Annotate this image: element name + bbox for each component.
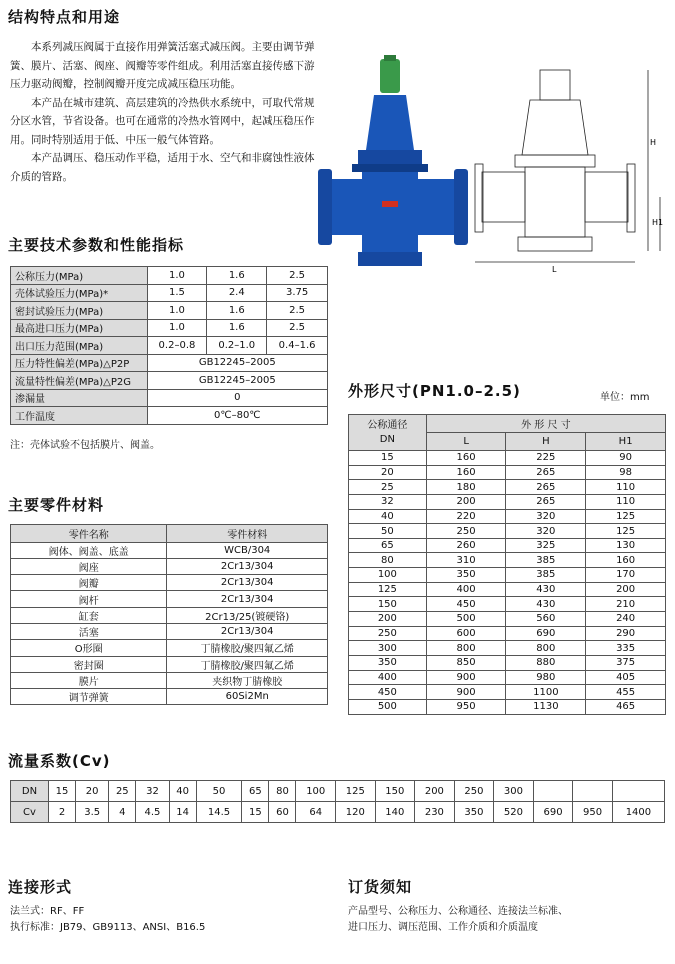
valve-drawing <box>470 60 670 275</box>
dn-cell: 100 <box>296 781 336 802</box>
col-header: 零件材料 <box>167 525 328 543</box>
dimension-cell: 400 <box>426 582 506 597</box>
dimension-cell: 125 <box>586 524 666 539</box>
connection-line: 法兰式：RF、FF <box>10 906 85 917</box>
dn-cell: 80 <box>269 781 296 802</box>
material-cell: 2Cr13/304 <box>167 558 328 574</box>
dimension-cell: 170 <box>586 568 666 583</box>
dn-cell <box>573 781 613 802</box>
material-cell: 阀体、阀盖、底盖 <box>11 542 167 558</box>
table-row <box>11 640 328 656</box>
cv-cell: 4.5 <box>136 802 169 823</box>
dimension-cell: 15 <box>349 451 427 466</box>
dimension-cell: 350 <box>349 655 427 670</box>
dimension-cell: 200 <box>349 612 427 627</box>
dimension-cell: 40 <box>349 509 427 524</box>
table-row <box>11 591 328 607</box>
cv-cell: 3.5 <box>76 802 109 823</box>
dimension-cell: 80 <box>349 553 427 568</box>
material-cell: 2Cr13/304 <box>167 591 328 607</box>
cv-cell: 60 <box>269 802 296 823</box>
material-cell: 丁腈橡胶/聚四氟乙烯 <box>167 640 328 656</box>
material-cell: 密封圈 <box>11 656 167 672</box>
table-row <box>349 568 666 583</box>
table-row <box>349 509 666 524</box>
group-header: 外 形 尺 寸 <box>426 415 665 433</box>
spec-cell: 2.5 <box>267 302 328 320</box>
spec-cell: GB12245–2005 <box>147 372 327 390</box>
dimension-cell: 220 <box>426 509 506 524</box>
dimension-cell: 210 <box>586 597 666 612</box>
dimension-cell: 98 <box>586 465 666 480</box>
dimension-cell: 110 <box>586 494 666 509</box>
spec-row <box>11 354 328 372</box>
dimension-cell: 900 <box>426 670 506 685</box>
valve-photo <box>318 55 470 275</box>
cv-cell: 1400 <box>612 802 664 823</box>
dimension-cell: 325 <box>506 538 586 553</box>
cv-cell: 4 <box>109 802 136 823</box>
spec-row <box>11 302 328 320</box>
spec-cell: 1.0 <box>147 267 207 285</box>
dimension-cell: 430 <box>506 597 586 612</box>
table-row <box>11 558 328 574</box>
cv-cell: 950 <box>573 802 613 823</box>
spec-row <box>11 372 328 390</box>
dimension-cell: 65 <box>349 538 427 553</box>
materials-title: 主要零件材料 <box>8 496 105 514</box>
dn-cell <box>533 781 573 802</box>
dimension-cell: 160 <box>586 553 666 568</box>
dimension-cell: 455 <box>586 685 666 700</box>
valve-bonnet <box>366 95 414 150</box>
connection-title: 连接形式 <box>8 878 73 896</box>
dimension-cell: 50 <box>349 524 427 539</box>
table-row <box>349 699 666 714</box>
spec-cell: 公称压力(MPa) <box>11 267 148 285</box>
dimension-cell: 690 <box>506 626 586 641</box>
table-row <box>11 623 328 639</box>
inlet-flange <box>318 169 332 245</box>
dimension-cell: 800 <box>506 641 586 656</box>
dimension-cell: 800 <box>426 641 506 656</box>
spec-cell: 1.6 <box>207 319 267 337</box>
dimension-cell: 405 <box>586 670 666 685</box>
dimension-cell: 500 <box>349 699 427 714</box>
cv-cell: 14 <box>169 802 196 823</box>
spec-cell: 0℃–80℃ <box>147 407 327 425</box>
cv-label: Cv <box>11 802 49 823</box>
spec-cell: 渗漏量 <box>11 389 148 407</box>
specs-note: 注：壳体试验不包括膜片、阀盖。 <box>10 440 160 451</box>
table-row <box>349 597 666 612</box>
table-row <box>11 656 328 672</box>
dimension-cell: 385 <box>506 553 586 568</box>
table-row <box>349 538 666 553</box>
dimension-cell: 200 <box>426 494 506 509</box>
order-title: 订货须知 <box>348 878 413 896</box>
cv-cell: 15 <box>242 802 269 823</box>
dimension-cell: 125 <box>586 509 666 524</box>
material-cell: 2Cr13/304 <box>167 575 328 591</box>
spec-row <box>11 389 328 407</box>
dimension-cell: 400 <box>349 670 427 685</box>
dimension-cell: 310 <box>426 553 506 568</box>
spec-row <box>11 319 328 337</box>
spec-cell: 工作温度 <box>11 407 148 425</box>
dn-cell: 25 <box>109 781 136 802</box>
spec-cell: 最高进口压力(MPa) <box>11 319 148 337</box>
dimensions-table <box>348 414 666 715</box>
spec-cell: 1.0 <box>147 302 207 320</box>
spec-cell: GB12245–2005 <box>147 354 327 372</box>
material-cell: 调节弹簧 <box>11 689 167 705</box>
dimension-cell: 150 <box>349 597 427 612</box>
cv-cell: 230 <box>415 802 455 823</box>
spec-row <box>11 284 328 302</box>
table-row <box>349 626 666 641</box>
dimension-cell: 450 <box>349 685 427 700</box>
order-line: 进口压力、调压范围、工作介质和介质温度 <box>348 922 538 933</box>
material-cell: 膜片 <box>11 672 167 688</box>
dimension-cell: 980 <box>506 670 586 685</box>
cv-cell: 14.5 <box>196 802 242 823</box>
dimension-cell: 160 <box>426 451 506 466</box>
spec-cell: 0 <box>147 389 327 407</box>
col-header: H1 <box>586 433 666 451</box>
table-row <box>349 612 666 627</box>
cv-cell: 690 <box>533 802 573 823</box>
dn-cell: 65 <box>242 781 269 802</box>
table-row <box>11 672 328 688</box>
spec-cell: 1.0 <box>147 319 207 337</box>
structure-title: 结构特点和用途 <box>8 8 121 26</box>
specs-title: 主要技术参数和性能指标 <box>8 236 185 254</box>
valve-cap <box>380 59 400 93</box>
spec-cell: 壳体试验压力(MPa)* <box>11 284 148 302</box>
dn-cell: 50 <box>196 781 242 802</box>
cv-cell: 120 <box>336 802 376 823</box>
table-row <box>349 685 666 700</box>
dimension-cell: 300 <box>349 641 427 656</box>
dimension-cell: 950 <box>426 699 506 714</box>
dimension-cell: 90 <box>586 451 666 466</box>
dimension-cell: 265 <box>506 465 586 480</box>
spec-row <box>11 267 328 285</box>
dn-cell: 15 <box>49 781 76 802</box>
dimension-cell: 1100 <box>506 685 586 700</box>
table-row <box>11 689 328 705</box>
spec-cell: 0.4–1.6 <box>267 337 328 355</box>
dimension-cell: 250 <box>349 626 427 641</box>
material-cell: 2Cr13/304 <box>167 623 328 639</box>
outlet-flange <box>454 169 468 245</box>
spec-row <box>11 337 328 355</box>
table-row <box>11 575 328 591</box>
table-row <box>349 524 666 539</box>
spec-cell: 1.5 <box>147 284 207 302</box>
dimension-cell: 465 <box>586 699 666 714</box>
spec-cell: 2.5 <box>267 319 328 337</box>
intro-paragraph: 本产品在城市建筑、高层建筑的冷热供水系统中，可取代常规分区水管，节省设备。也可在通常的冷热水管网中，起减压稳压作用。同时特别适用于低、中压一般气体管路。 <box>10 96 315 146</box>
dimensions-title: 外形尺寸(PN1.0–2.5) <box>348 382 521 400</box>
specs-table <box>10 266 328 425</box>
dn-label: DN <box>11 781 49 802</box>
cv-cell: 2 <box>49 802 76 823</box>
dimension-cell: 20 <box>349 465 427 480</box>
spec-cell: 密封试验压力(MPa) <box>11 302 148 320</box>
spec-cell: 0.2–0.8 <box>147 337 207 355</box>
dn-cell: 200 <box>415 781 455 802</box>
material-cell: 阀座 <box>11 558 167 574</box>
cv-cell: 350 <box>454 802 494 823</box>
table-row <box>349 451 666 466</box>
dim-label: H <box>650 138 657 147</box>
material-cell: 活塞 <box>11 623 167 639</box>
material-cell: 缸套 <box>11 607 167 623</box>
cv-title: 流量系数(Cv) <box>8 752 111 770</box>
material-cell: WCB/304 <box>167 542 328 558</box>
dimension-cell: 100 <box>349 568 427 583</box>
valve-body <box>362 172 418 252</box>
dimension-cell: 265 <box>506 494 586 509</box>
dimension-cell: 180 <box>426 480 506 495</box>
table-row <box>349 553 666 568</box>
spec-cell: 3.75 <box>267 284 328 302</box>
cv-cell: 520 <box>494 802 534 823</box>
dimension-cell: 560 <box>506 612 586 627</box>
dimension-cell: 130 <box>586 538 666 553</box>
materials-table <box>10 524 328 705</box>
table-row <box>349 494 666 509</box>
spec-cell: 2.4 <box>207 284 267 302</box>
spec-row <box>11 407 328 425</box>
dimension-cell: 385 <box>506 568 586 583</box>
cv-cell: 140 <box>375 802 415 823</box>
dn-cell: 125 <box>336 781 376 802</box>
material-cell: 阀杆 <box>11 591 167 607</box>
dimension-cell: 335 <box>586 641 666 656</box>
dimension-cell: 240 <box>586 612 666 627</box>
dimension-cell: 320 <box>506 524 586 539</box>
unit-label: 单位：mm <box>600 392 650 403</box>
dn-cell: 40 <box>169 781 196 802</box>
table-row <box>349 641 666 656</box>
dn-cell: 32 <box>136 781 169 802</box>
dimension-cell: 110 <box>586 480 666 495</box>
dimension-cell: 900 <box>426 685 506 700</box>
spec-cell: 出口压力范围(MPa) <box>11 337 148 355</box>
dimension-cell: 290 <box>586 626 666 641</box>
dimension-cell: 375 <box>586 655 666 670</box>
material-cell: 2Cr13/25(镀硬铬) <box>167 607 328 623</box>
dimension-cell: 600 <box>426 626 506 641</box>
dim-label: H1 <box>652 218 664 227</box>
order-line: 产品型号、公称压力、公称通径、连接法兰标准、 <box>348 906 568 917</box>
dimension-cell: 450 <box>426 597 506 612</box>
material-cell: 丁腈橡胶/聚四氟乙烯 <box>167 656 328 672</box>
col-header: H <box>506 433 586 451</box>
material-cell: 60Si2Mn <box>167 689 328 705</box>
dimension-cell: 850 <box>426 655 506 670</box>
col-header: 零件名称 <box>11 525 167 543</box>
intro-paragraph: 本产品调压、稳压动作平稳，适用于水、空气和非腐蚀性液体介质的管路。 <box>10 152 315 183</box>
intro-text <box>10 38 322 186</box>
spec-cell: 1.6 <box>207 267 267 285</box>
spec-cell: 压力特性偏差(MPa)△P2P <box>11 354 148 372</box>
table-row <box>11 607 328 623</box>
col-header: L <box>426 433 506 451</box>
table-row <box>349 465 666 480</box>
table-row <box>349 670 666 685</box>
table-row <box>349 655 666 670</box>
dn-cell: 250 <box>454 781 494 802</box>
table-row <box>349 480 666 495</box>
table-row <box>11 542 328 558</box>
dimension-cell: 160 <box>426 465 506 480</box>
cv-table <box>10 780 665 823</box>
connection-line: 执行标准：JB79、GB9113、ANSI、B16.5 <box>10 922 206 933</box>
dimension-cell: 350 <box>426 568 506 583</box>
dimension-cell: 32 <box>349 494 427 509</box>
dn-cell: 150 <box>375 781 415 802</box>
dimension-cell: 1130 <box>506 699 586 714</box>
dn-cell <box>612 781 664 802</box>
dimension-cell: 880 <box>506 655 586 670</box>
dim-label: L <box>552 265 557 274</box>
dn-cell: 300 <box>494 781 534 802</box>
spec-cell: 2.5 <box>267 267 328 285</box>
dn-header: 公称通径 DN <box>349 415 427 451</box>
dimension-cell: 225 <box>506 451 586 466</box>
dn-cell: 20 <box>76 781 109 802</box>
dimension-cell: 500 <box>426 612 506 627</box>
dimension-cell: 200 <box>586 582 666 597</box>
dimension-cell: 430 <box>506 582 586 597</box>
dimension-cell: 320 <box>506 509 586 524</box>
material-cell: 阀瓣 <box>11 575 167 591</box>
dimension-cell: 250 <box>426 524 506 539</box>
cv-cell: 64 <box>296 802 336 823</box>
material-cell: O形圈 <box>11 640 167 656</box>
dimension-cell: 265 <box>506 480 586 495</box>
intro-paragraph: 本系列减压阀属于直接作用弹簧活塞式减压阀。主要由调节弹簧、膜片、活塞、阀座、阀瓣等零件组成。利用活塞直接传感下游压力驱动阀瓣，控制阀瓣开度完成减压稳压功能。 <box>10 41 315 90</box>
material-cell: 夹织物丁腈橡胶 <box>167 672 328 688</box>
spec-cell: 流量特性偏差(MPa)△P2G <box>11 372 148 390</box>
spec-cell: 0.2–1.0 <box>207 337 267 355</box>
spec-cell: 1.6 <box>207 302 267 320</box>
table-row <box>349 582 666 597</box>
dimension-cell: 260 <box>426 538 506 553</box>
dimension-cell: 25 <box>349 480 427 495</box>
dimension-cell: 125 <box>349 582 427 597</box>
